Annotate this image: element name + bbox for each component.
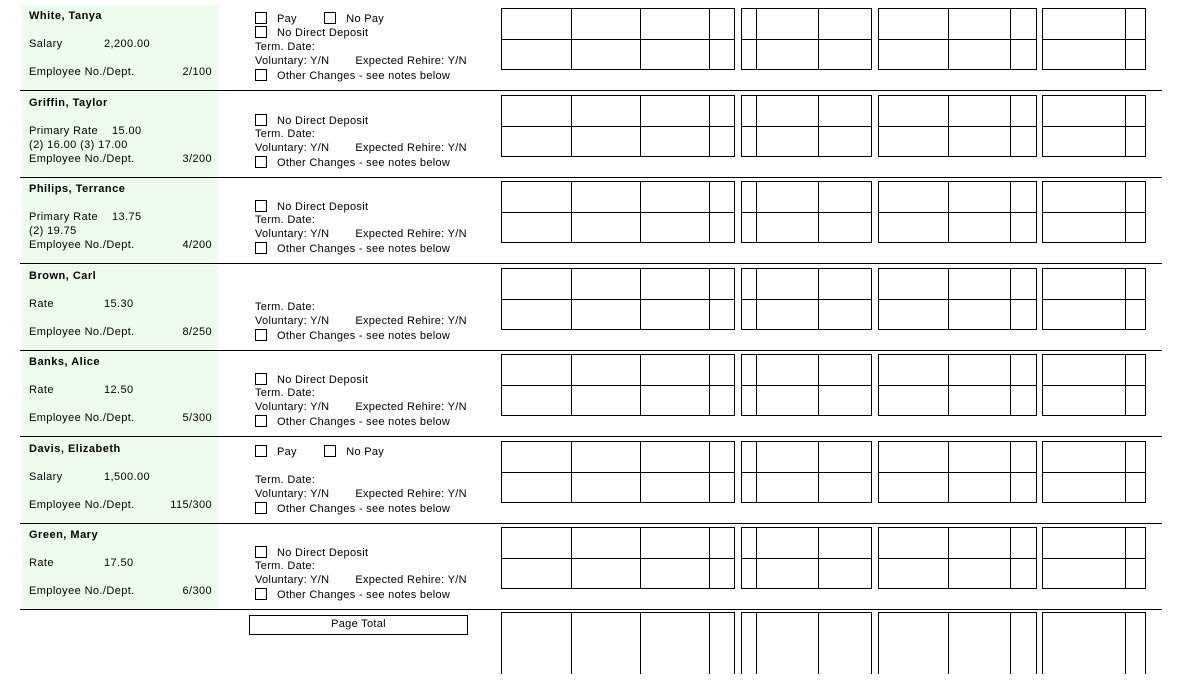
rate-label: Primary Rate xyxy=(29,211,98,223)
additional-rates: (2) 16.00 (3) 17.00 xyxy=(29,139,128,151)
term-date-label: Term. Date: xyxy=(255,128,316,140)
status-options xyxy=(255,178,495,263)
grid-divider xyxy=(948,182,949,242)
rate-label: Rate xyxy=(29,298,54,310)
grid-divider xyxy=(1125,613,1126,674)
grid-divider xyxy=(1010,9,1011,69)
entry-grid-2[interactable] xyxy=(741,612,872,674)
entry-grid-2[interactable] xyxy=(741,268,872,330)
rehire-line xyxy=(255,55,467,67)
other-changes-option xyxy=(255,588,450,601)
rate-value: 17.50 xyxy=(104,557,134,569)
grid-divider xyxy=(502,299,734,300)
grid-divider xyxy=(640,442,641,502)
grid-divider xyxy=(1043,472,1145,473)
other-changes-option xyxy=(255,242,450,255)
entry-grid-4[interactable] xyxy=(1042,527,1146,589)
grid-divider xyxy=(502,558,734,559)
employee-no-dept-label: Employee No./Dept. xyxy=(29,66,135,78)
grid-divider xyxy=(1010,528,1011,588)
grid-divider xyxy=(818,613,819,674)
employee-row xyxy=(22,178,1160,264)
no-direct-deposit-label: No Direct Deposit xyxy=(277,27,369,39)
other-changes-checkbox[interactable] xyxy=(255,156,267,168)
grid-divider xyxy=(818,96,819,156)
entry-grid-3[interactable] xyxy=(878,527,1037,589)
grid-divider xyxy=(948,528,949,588)
grid-divider xyxy=(948,355,949,415)
other-changes-checkbox[interactable] xyxy=(255,415,267,427)
expected-rehire-label: Expected Rehire: Y/N xyxy=(355,315,467,327)
entry-grid-2[interactable] xyxy=(741,441,872,503)
grid-divider xyxy=(756,442,757,502)
grid-divider xyxy=(640,528,641,588)
grid-divider xyxy=(640,613,641,674)
rate-value: 12.50 xyxy=(104,384,134,396)
grid-divider xyxy=(756,269,757,329)
grid-divider xyxy=(709,613,710,674)
direct-deposit-option xyxy=(255,200,368,213)
grid-divider xyxy=(1010,182,1011,242)
no-direct-deposit-label: No Direct Deposit xyxy=(277,201,369,213)
grid-divider xyxy=(1043,212,1145,213)
grid-divider xyxy=(571,96,572,156)
voluntary-label: Voluntary: Y/N xyxy=(255,315,330,327)
other-changes-label: Other Changes - see notes below xyxy=(277,330,451,342)
expected-rehire-label: Expected Rehire: Y/N xyxy=(355,142,467,154)
employee-info xyxy=(22,92,218,177)
employee-name: White, Tanya xyxy=(29,10,103,22)
direct-deposit-option xyxy=(255,26,368,39)
employee-no-dept-value: 3/200 xyxy=(182,153,212,165)
grid-divider xyxy=(1043,126,1145,127)
grid-divider xyxy=(709,355,710,415)
grid-divider xyxy=(1010,613,1011,674)
grid-divider xyxy=(1125,182,1126,242)
grid-divider xyxy=(818,182,819,242)
voluntary-label: Voluntary: Y/N xyxy=(255,401,330,413)
status-options xyxy=(255,92,495,177)
other-changes-option xyxy=(255,156,450,169)
employee-no-dept-value: 4/200 xyxy=(182,239,212,251)
other-changes-label: Other Changes - see notes below xyxy=(277,416,451,428)
grid-divider xyxy=(502,39,734,40)
employee-no-dept-label: Employee No./Dept. xyxy=(29,585,135,597)
no-direct-deposit-label: No Direct Deposit xyxy=(277,374,369,386)
grid-divider xyxy=(948,96,949,156)
employee-name: Philips, Terrance xyxy=(29,183,126,195)
rehire-line xyxy=(255,401,467,413)
grid-divider xyxy=(1010,269,1011,329)
term-date-label: Term. Date: xyxy=(255,387,316,399)
grid-divider xyxy=(571,613,572,674)
entry-grid-1[interactable] xyxy=(501,268,735,330)
employee-name: Griffin, Taylor xyxy=(29,97,108,109)
grid-divider xyxy=(756,528,757,588)
grid-divider xyxy=(742,385,871,386)
grid-divider xyxy=(640,182,641,242)
employee-info xyxy=(22,5,218,90)
grid-divider xyxy=(1043,385,1145,386)
voluntary-label: Voluntary: Y/N xyxy=(255,488,330,500)
expected-rehire-label: Expected Rehire: Y/N xyxy=(355,401,467,413)
entry-grid-4[interactable] xyxy=(1042,268,1146,330)
additional-rates: (2) 19.75 xyxy=(29,225,77,237)
status-options xyxy=(255,438,495,523)
grid-divider xyxy=(948,269,949,329)
grid-divider xyxy=(1125,9,1126,69)
grid-divider xyxy=(640,96,641,156)
employee-name: Green, Mary xyxy=(29,529,99,541)
direct-deposit-option xyxy=(255,373,368,386)
entry-grid-2[interactable] xyxy=(741,95,872,157)
grid-divider xyxy=(1125,355,1126,415)
employee-no-dept-label: Employee No./Dept. xyxy=(29,239,135,251)
grid-divider xyxy=(1043,558,1145,559)
employee-no-dept-value: 5/300 xyxy=(182,412,212,424)
grid-divider xyxy=(1125,96,1126,156)
employee-row xyxy=(22,524,1160,610)
rehire-line xyxy=(255,574,467,586)
status-options xyxy=(255,351,495,436)
rate-label: Salary xyxy=(29,471,63,483)
pay-options xyxy=(255,445,384,458)
grid-divider xyxy=(709,96,710,156)
entry-grid-2[interactable] xyxy=(741,527,872,589)
grid-divider xyxy=(1043,39,1145,40)
entry-grid-1[interactable] xyxy=(501,8,735,70)
other-changes-checkbox[interactable] xyxy=(255,588,267,600)
rate-label: Rate xyxy=(29,384,54,396)
grid-divider xyxy=(818,269,819,329)
entry-grid-1[interactable] xyxy=(501,354,735,416)
other-changes-label: Other Changes - see notes below xyxy=(277,243,451,255)
voluntary-label: Voluntary: Y/N xyxy=(255,228,330,240)
entry-grid-3[interactable] xyxy=(878,181,1037,243)
grid-divider xyxy=(948,9,949,69)
entry-grid-3[interactable] xyxy=(878,441,1037,503)
employee-row xyxy=(22,351,1160,437)
no-direct-deposit-checkbox[interactable] xyxy=(255,373,267,385)
grid-divider xyxy=(502,126,734,127)
employee-no-dept-label: Employee No./Dept. xyxy=(29,499,135,511)
term-date-label: Term. Date: xyxy=(255,474,316,486)
other-changes-label: Other Changes - see notes below xyxy=(277,70,451,82)
other-changes-checkbox[interactable] xyxy=(255,69,267,81)
grid-divider xyxy=(756,613,757,674)
rate-label: Rate xyxy=(29,557,54,569)
entry-grid-3[interactable] xyxy=(878,95,1037,157)
grid-divider xyxy=(1043,299,1145,300)
grid-divider xyxy=(571,442,572,502)
grid-divider xyxy=(571,528,572,588)
grid-divider xyxy=(756,9,757,69)
pay-label: Pay xyxy=(277,446,297,458)
grid-divider xyxy=(879,212,1036,213)
rate-value: 13.75 xyxy=(112,211,142,223)
grid-divider xyxy=(502,212,734,213)
employee-name: Davis, Elizabeth xyxy=(29,443,121,455)
row-divider xyxy=(20,436,1162,438)
other-changes-label: Other Changes - see notes below xyxy=(277,503,451,515)
no-direct-deposit-checkbox[interactable] xyxy=(255,200,267,212)
employee-no-dept-value: 115/300 xyxy=(170,499,212,511)
rehire-line xyxy=(255,142,467,154)
rate-value: 1,500.00 xyxy=(104,471,151,483)
grid-divider xyxy=(571,9,572,69)
grid-divider xyxy=(1125,269,1126,329)
grid-divider xyxy=(742,126,871,127)
entry-grid-4[interactable] xyxy=(1042,181,1146,243)
grid-divider xyxy=(879,558,1036,559)
term-date-label: Term. Date: xyxy=(255,301,316,313)
grid-divider xyxy=(571,355,572,415)
grid-divider xyxy=(1125,528,1126,588)
entry-grid-1[interactable] xyxy=(501,181,735,243)
employee-no-dept-value: 6/300 xyxy=(182,585,212,597)
pay-checkbox[interactable] xyxy=(255,12,267,24)
grid-divider xyxy=(640,269,641,329)
row-divider xyxy=(20,263,1162,265)
voluntary-label: Voluntary: Y/N xyxy=(255,574,330,586)
other-changes-checkbox[interactable] xyxy=(255,242,267,254)
grid-divider xyxy=(948,442,949,502)
no-direct-deposit-label: No Direct Deposit xyxy=(277,547,369,559)
other-changes-option xyxy=(255,415,450,428)
grid-divider xyxy=(502,385,734,386)
entry-grid-2[interactable] xyxy=(741,354,872,416)
employee-name: Brown, Carl xyxy=(29,270,97,282)
employee-row xyxy=(22,438,1160,524)
grid-divider xyxy=(818,528,819,588)
entry-grid-1[interactable] xyxy=(501,612,735,674)
entry-grid-1[interactable] xyxy=(501,527,735,589)
direct-deposit-option xyxy=(255,546,368,559)
employee-info xyxy=(22,178,218,263)
employee-no-dept-value: 2/100 xyxy=(182,66,212,78)
grid-divider xyxy=(1010,442,1011,502)
expected-rehire-label: Expected Rehire: Y/N xyxy=(355,488,467,500)
grid-divider xyxy=(709,269,710,329)
grid-divider xyxy=(709,182,710,242)
status-options xyxy=(255,5,495,90)
employee-no-dept-value: 8/250 xyxy=(182,326,212,338)
grid-divider xyxy=(879,299,1036,300)
grid-divider xyxy=(571,182,572,242)
expected-rehire-label: Expected Rehire: Y/N xyxy=(355,228,467,240)
rehire-line xyxy=(255,228,467,240)
grid-divider xyxy=(709,528,710,588)
grid-divider xyxy=(1010,355,1011,415)
no-direct-deposit-checkbox[interactable] xyxy=(255,26,267,38)
grid-divider xyxy=(756,355,757,415)
term-date-label: Term. Date: xyxy=(255,41,316,53)
rate-value: 15.30 xyxy=(104,298,134,310)
entry-grid-4[interactable] xyxy=(1042,95,1146,157)
pay-options xyxy=(255,12,384,25)
rate-label: Salary xyxy=(29,38,63,50)
grid-divider xyxy=(879,39,1036,40)
pay-label: Pay xyxy=(277,13,297,25)
entry-grid-4[interactable] xyxy=(1042,354,1146,416)
employee-info xyxy=(22,351,218,436)
grid-divider xyxy=(709,9,710,69)
entry-grid-1[interactable] xyxy=(501,95,735,157)
rate-label: Primary Rate xyxy=(29,125,98,137)
next-row-grids xyxy=(22,609,1160,695)
status-options xyxy=(255,524,495,609)
other-changes-option xyxy=(255,69,450,82)
no-pay-label: No Pay xyxy=(346,13,385,25)
other-changes-checkbox[interactable] xyxy=(255,502,267,514)
grid-divider xyxy=(640,9,641,69)
pay-checkbox[interactable] xyxy=(255,445,267,457)
entry-grid-3[interactable] xyxy=(878,268,1037,330)
grid-divider xyxy=(742,558,871,559)
expected-rehire-label: Expected Rehire: Y/N xyxy=(355,55,467,67)
grid-divider xyxy=(818,355,819,415)
employee-row xyxy=(22,5,1160,91)
rehire-line xyxy=(255,488,467,500)
voluntary-label: Voluntary: Y/N xyxy=(255,142,330,154)
other-changes-label: Other Changes - see notes below xyxy=(277,157,451,169)
employee-row xyxy=(22,92,1160,178)
grid-divider xyxy=(879,126,1036,127)
entry-grid-3[interactable] xyxy=(878,354,1037,416)
no-pay-checkbox[interactable] xyxy=(324,12,336,24)
grid-divider xyxy=(640,355,641,415)
no-direct-deposit-label: No Direct Deposit xyxy=(277,115,369,127)
no-pay-label: No Pay xyxy=(346,446,385,458)
entry-grid-3[interactable] xyxy=(878,8,1037,70)
entry-grid-2[interactable] xyxy=(741,181,872,243)
entry-grid-4[interactable] xyxy=(1042,8,1146,70)
grid-divider xyxy=(571,269,572,329)
employee-row xyxy=(22,265,1160,351)
no-pay-checkbox[interactable] xyxy=(324,445,336,457)
term-date-label: Term. Date: xyxy=(255,214,316,226)
other-changes-option xyxy=(255,329,450,342)
grid-divider xyxy=(742,39,871,40)
employee-no-dept-label: Employee No./Dept. xyxy=(29,326,135,338)
grid-divider xyxy=(818,9,819,69)
page-total-label: Page Total xyxy=(331,618,386,630)
rate-value: 2,200.00 xyxy=(104,38,151,50)
grid-divider xyxy=(879,385,1036,386)
grid-divider xyxy=(879,472,1036,473)
grid-divider xyxy=(709,442,710,502)
voluntary-label: Voluntary: Y/N xyxy=(255,55,330,67)
rehire-line xyxy=(255,315,467,327)
term-date-label: Term. Date: xyxy=(255,560,316,572)
grid-divider xyxy=(756,96,757,156)
employee-name: Banks, Alice xyxy=(29,356,101,368)
no-direct-deposit-checkbox[interactable] xyxy=(255,114,267,126)
direct-deposit-option xyxy=(255,114,368,127)
no-direct-deposit-checkbox[interactable] xyxy=(255,546,267,558)
other-changes-label: Other Changes - see notes below xyxy=(277,589,451,601)
grid-divider xyxy=(1010,96,1011,156)
employee-info xyxy=(22,524,218,609)
grid-divider xyxy=(742,299,871,300)
status-options xyxy=(255,265,495,350)
employee-info xyxy=(22,265,218,350)
entry-grid-4[interactable] xyxy=(1042,441,1146,503)
employee-info xyxy=(22,438,218,523)
expected-rehire-label: Expected Rehire: Y/N xyxy=(355,574,467,586)
employee-no-dept-label: Employee No./Dept. xyxy=(29,412,135,424)
grid-divider xyxy=(948,613,949,674)
entry-grid-4[interactable] xyxy=(1042,612,1146,674)
grid-divider xyxy=(818,442,819,502)
grid-divider xyxy=(502,472,734,473)
other-changes-checkbox[interactable] xyxy=(255,329,267,341)
grid-divider xyxy=(1125,442,1126,502)
entry-grid-2[interactable] xyxy=(741,8,872,70)
other-changes-option xyxy=(255,502,450,515)
entry-grid-1[interactable] xyxy=(501,441,735,503)
row-divider xyxy=(20,90,1162,92)
grid-divider xyxy=(756,182,757,242)
entry-grid-3[interactable] xyxy=(878,612,1037,674)
grid-divider xyxy=(742,472,871,473)
grid-divider xyxy=(742,212,871,213)
employee-no-dept-label: Employee No./Dept. xyxy=(29,153,135,165)
rate-value: 15.00 xyxy=(112,125,142,137)
